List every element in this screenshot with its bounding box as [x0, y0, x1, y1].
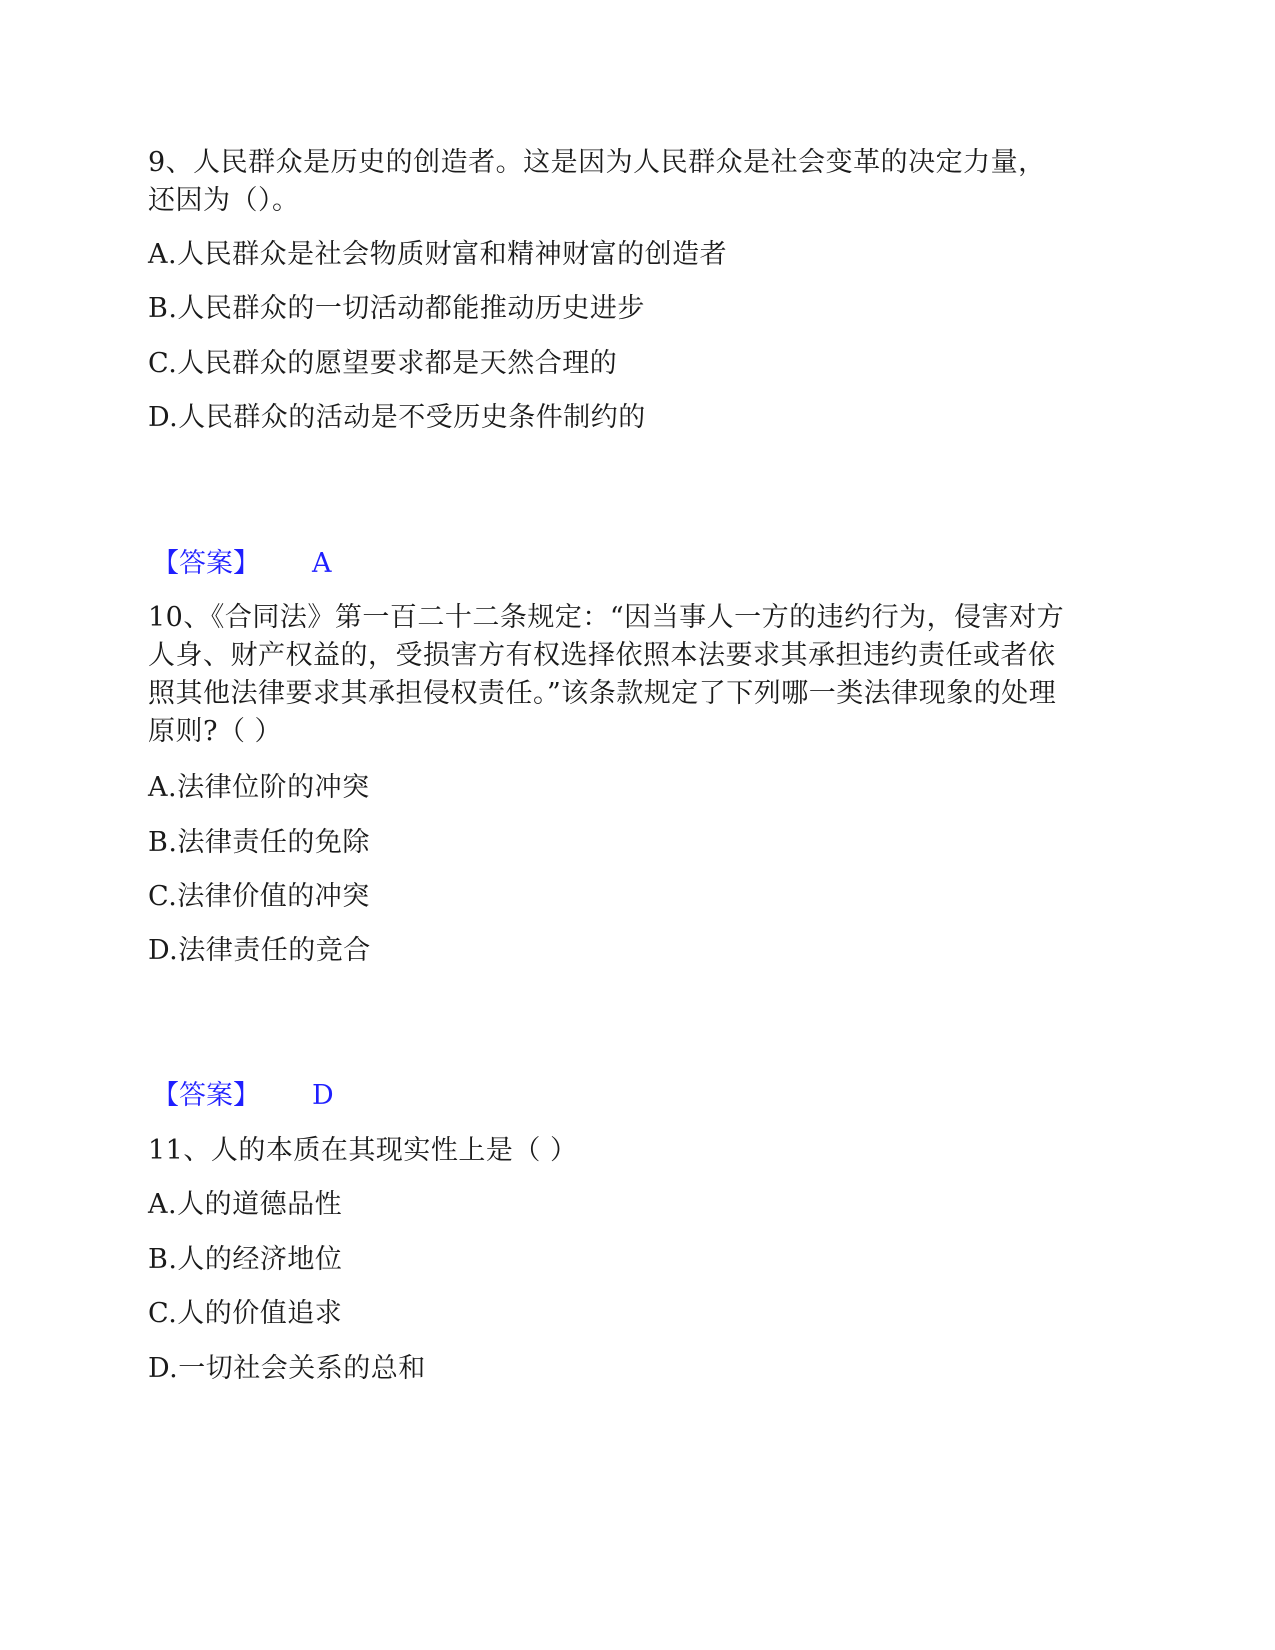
question-9-option-d: D.人民群众的活动是不受历史条件制约的 [148, 402, 646, 433]
question-10-stem-line-4: 原则?（ ） [148, 716, 283, 747]
question-11-stem-line-1: 11、人的本质在其现实性上是（ ） [148, 1135, 578, 1166]
question-10-option-d: D.法律责任的竞合 [148, 935, 371, 966]
question-11-option-d: D.一切社会关系的总和 [148, 1353, 426, 1384]
question-11-option-a: A.人的道德品性 [148, 1189, 343, 1220]
question-9-option-c: C.人民群众的愿望要求都是天然合理的 [148, 348, 618, 379]
question-9-stem-line-1: 9、人民群众是历史的创造者。这是因为人民群众是社会变革的决定力量， [148, 147, 1046, 178]
answer-label: 【答案】 [152, 548, 260, 579]
answer-value: A [312, 548, 332, 579]
question-9-answer [152, 545, 332, 583]
question-11-option-c: C.人的价值追求 [148, 1298, 343, 1329]
question-11-option-b: B.人的经济地位 [148, 1244, 343, 1275]
question-10-stem-line-2: 人身、财产权益的，受损害方有权选择依照本法要求其承担违约责任或者依 [148, 640, 1056, 671]
question-9-option-a: A.人民群众是社会物质财富和精神财富的创造者 [148, 239, 728, 270]
question-10-answer [152, 1077, 334, 1115]
question-10-option-c: C.法律价值的冲突 [148, 881, 370, 912]
question-10-option-b: B.法律责任的免除 [148, 827, 370, 858]
question-10-option-a: A.法律位阶的冲突 [148, 772, 370, 803]
question-9-option-b: B.人民群众的一切活动都能推动历史进步 [148, 293, 645, 324]
question-10-stem-line-3: 照其他法律要求其承担侵权责任。”该条款规定了下列哪一类法律现象的处理 [148, 678, 1057, 709]
answer-label: 【答案】 [152, 1080, 260, 1111]
question-9-stem-line-2: 还因为（）。 [148, 185, 300, 216]
question-10-stem-line-1: 10、《合同法》第一百二十二条规定：“因当事人一方的违约行为，侵害对方 [148, 602, 1065, 633]
answer-value: D [312, 1080, 334, 1111]
